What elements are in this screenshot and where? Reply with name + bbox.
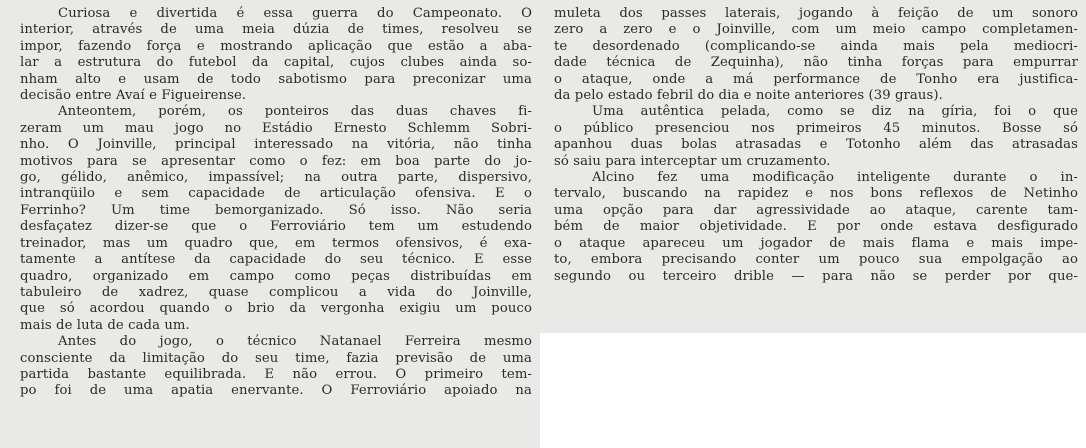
text-line: da pelo estado febril do dia e noite anteriores (39 graus). bbox=[554, 88, 943, 104]
paragraph bbox=[20, 6, 532, 104]
text-line: que só acordou quando o brio da vergonha exigiu um pouco bbox=[20, 301, 532, 317]
text-line: muleta dos passes laterais, jogando à feição de um sonoro bbox=[554, 6, 1078, 21]
text-line: intranqüilo e sem capacidade de articulação ofensiva. E o bbox=[20, 186, 532, 202]
text-line: nham alto e usam de todo sabotismo para preconizar uma bbox=[20, 71, 532, 87]
text-line: impor, fazendo força e mostrando aplicação que estão a aba- bbox=[20, 38, 532, 54]
text-line: dade técnica de Zequinha), não tinha forças para empurrar bbox=[554, 55, 1078, 71]
paragraph bbox=[20, 104, 532, 334]
text-line: Antes do jogo, o técnico Natanael Ferreira mesmo bbox=[58, 334, 532, 350]
text-line: nho. O Joinville, principal interessado na vitória, não tinha bbox=[20, 137, 532, 153]
text-line: go, gélido, anêmico, impassível; na outra parte, dispersivo, bbox=[20, 170, 532, 186]
text-line: Curiosa e divertida é essa guerra do Campeonato. O bbox=[58, 6, 532, 21]
paragraph bbox=[554, 6, 1078, 104]
text-line: só saiu para interceptar um cruzamento. bbox=[554, 153, 831, 169]
text-line: consciente da limitação do seu time, fazia previsão de uma bbox=[20, 350, 532, 366]
text-line: o ataque apareceu um jogador de mais flama e mais impe- bbox=[554, 235, 1078, 251]
text-line: Anteontem, porém, os ponteiros das duas chaves fi- bbox=[58, 104, 532, 120]
text-line: segundo ou terceiro drible — para não se perder por que- bbox=[554, 268, 1078, 284]
text-line: Alcino fez uma modificação inteligente durante o in- bbox=[592, 170, 1078, 186]
text-line: o ataque, onde a má performance de Tonho era justifica- bbox=[554, 71, 1078, 87]
text-line: te desordenado (complicando-se ainda mais pela mediocri- bbox=[554, 38, 1078, 54]
text-line: po foi de uma apatia enervante. O Ferroviário apoiado na bbox=[20, 383, 532, 399]
text-line: decisão entre Avaí e Figueirense. bbox=[20, 88, 247, 104]
text-line: tabuleiro de xadrez, quase complicou a vida do Joinville, bbox=[20, 284, 532, 300]
paragraph bbox=[554, 170, 1078, 285]
text-line: motivos para se apresentar como o fez: em boa parte do jo- bbox=[20, 153, 532, 169]
text-line: o público presenciou nos primeiros 45 minutos. Bosse só bbox=[554, 120, 1078, 136]
paragraph bbox=[554, 104, 1078, 170]
article-column-left bbox=[0, 0, 540, 448]
text-line: to, embora precisando conter um pouco sua empolgação ao bbox=[554, 252, 1078, 268]
text-line: partida bastante equilibrada. E não errou. O primeiro tem- bbox=[20, 366, 532, 382]
text-line: interior, através de uma meia dúzia de times, resolveu se bbox=[20, 22, 532, 38]
text-line: mais de luta de cada um. bbox=[20, 317, 190, 333]
text-line: zero a zero e o Joinville, com um meio campo completamen- bbox=[554, 22, 1078, 38]
text-line: treinador, mas um quadro que, em termos ofensivos, é exa- bbox=[20, 235, 532, 251]
text-line: apanhou duas bolas atrasadas e Totonho além das atrasadas bbox=[554, 137, 1078, 153]
text-line: desfaçatez dizer-se que o Ferroviário tem um estudendo bbox=[20, 219, 532, 235]
text-line: bém de maior objetividade. E por onde estava desfigurado bbox=[554, 219, 1078, 235]
text-line: Uma autêntica pelada, como se diz na gíria, foi o que bbox=[592, 104, 1078, 120]
text-line: lar a estrutura do futebol da capital, cujos clubes ainda so- bbox=[20, 55, 532, 71]
text-line: tervalo, buscando na rapidez e nos bons reflexos de Netinho bbox=[554, 186, 1078, 202]
paragraph bbox=[20, 334, 532, 400]
text-line: quadro, organizado em campo como peças distribuídas em bbox=[20, 268, 532, 284]
text-line: zeram um mau jogo no Estádio Ernesto Schlemm Sobri- bbox=[20, 120, 532, 136]
text-line: uma opção para dar agressividade ao ataque, carente tam- bbox=[554, 202, 1078, 218]
article-column-right bbox=[540, 0, 1086, 333]
text-line: tamente a antítese da capacidade do seu técnico. E esse bbox=[20, 252, 532, 268]
text-line: Ferrinho? Um time bemorganizado. Só isso. Não seria bbox=[20, 202, 532, 218]
